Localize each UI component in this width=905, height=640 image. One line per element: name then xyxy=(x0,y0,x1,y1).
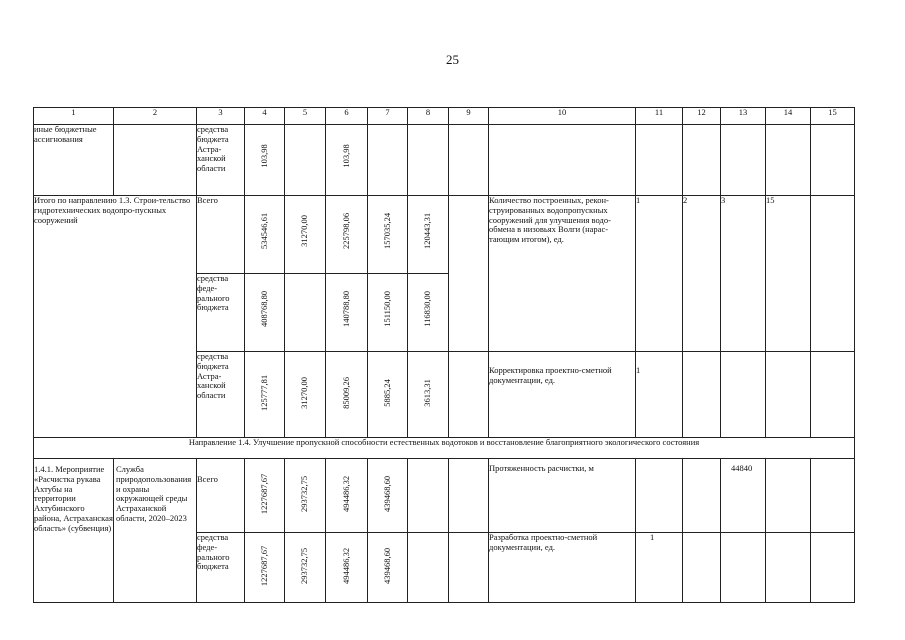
amount-cell: 439468,60 xyxy=(381,475,392,512)
funding-source: Всего xyxy=(197,196,245,274)
indicator-text: Корректировка проектно-сметной документации, ед. xyxy=(489,352,636,438)
col-header: 1 xyxy=(34,108,114,125)
amount-cell: 140788,80 xyxy=(340,290,351,327)
funding-source: средства бюджета Астра-ханской области xyxy=(197,352,245,438)
col-header: 7 xyxy=(368,108,408,125)
column-number-row xyxy=(34,108,855,125)
funding-source: Всего xyxy=(197,459,245,533)
page-number: 25 xyxy=(446,52,459,67)
col-header: 10 xyxy=(489,108,636,125)
funding-source: средства феде-рального бюджета xyxy=(197,533,245,603)
amount-cell: 439468,60 xyxy=(381,547,392,584)
col-header: 6 xyxy=(326,108,368,125)
funding-source: средства феде-рального бюджета xyxy=(197,274,245,352)
amount-cell: 293732,75 xyxy=(299,547,310,584)
col-header: 2 xyxy=(114,108,197,125)
indicator-value: 15 xyxy=(766,196,811,352)
col-header: 13 xyxy=(721,108,766,125)
amount-cell: 5885,24 xyxy=(381,379,392,407)
col-header: 14 xyxy=(766,108,811,125)
measure-label: 1.4.1. Мероприятие «Расчистка рукава Ахтубы на территории Ахтубинского района, Астраханская область» (субвенция) xyxy=(34,459,114,603)
amount-cell: 157035,24 xyxy=(381,212,392,249)
indicator-value: 2 xyxy=(683,196,721,352)
col-header: 12 xyxy=(683,108,721,125)
amount-cell: 31270,00 xyxy=(299,214,310,247)
row-label: иные бюджетные ассигнования xyxy=(34,125,114,196)
funding-source: средства бюджета Астра-ханской области xyxy=(197,125,245,196)
col-header: 4 xyxy=(245,108,285,125)
col-header: 15 xyxy=(811,108,855,125)
table-row xyxy=(34,459,855,533)
indicator-value: 1 xyxy=(636,352,683,438)
col-header: 11 xyxy=(636,108,683,125)
col-header: 3 xyxy=(197,108,245,125)
indicator-text: Разработка проектно-сметной документации, ед. xyxy=(489,533,636,603)
amount-cell: 125777,81 xyxy=(258,374,269,411)
indicator-value: 3 xyxy=(721,196,766,352)
amount-cell: 494486,32 xyxy=(340,475,351,512)
col-header: 5 xyxy=(285,108,326,125)
amount-cell: 103,98 xyxy=(340,144,351,168)
amount-cell: 103,98 xyxy=(258,144,269,168)
indicator-value: 1 xyxy=(636,196,683,352)
amount-cell: 494486,32 xyxy=(340,547,351,584)
amount-cell: 534546,61 xyxy=(258,212,269,249)
table-row xyxy=(34,196,855,274)
amount-cell: 116830,00 xyxy=(422,290,433,327)
amount-cell: 151150,00 xyxy=(381,290,392,327)
amount-cell: 85009,26 xyxy=(340,376,351,409)
total-label: Итого по направлению 1.3. Строи-тельство гидротехнических водопро-пускных сооружений xyxy=(34,196,197,438)
indicator-value: 1 xyxy=(636,533,683,603)
amount-cell: 225798,06 xyxy=(340,212,351,249)
executor-label: Служба природопользования и охраны окружающей среды Астраханской области, 2020–2023 xyxy=(114,459,197,603)
direction-row xyxy=(34,438,855,459)
indicator-text: Количество построенных, рекон-струированных водопропускных сооружений для улучшения водо-обмена в низовьях Волги (нарас-тающим итогом), ед. xyxy=(489,196,636,352)
indicator-text: Протяженность расчистки, м xyxy=(489,459,636,533)
amount-cell: 293732,75 xyxy=(299,475,310,512)
amount-cell: 31270,00 xyxy=(299,376,310,409)
col-header: 8 xyxy=(408,108,449,125)
amount-cell: 408768,80 xyxy=(258,290,269,327)
amount-cell: 1227687,67 xyxy=(258,473,269,515)
budget-table xyxy=(33,107,855,603)
table-row xyxy=(34,125,855,196)
amount-cell: 1227687,67 xyxy=(258,545,269,587)
direction-heading: Направление 1.4. Улучшение пропускной способности естественных водотоков и восстановление благоприятного экологического состояния xyxy=(34,438,855,459)
amount-cell: 3613,31 xyxy=(422,379,433,407)
col-header: 9 xyxy=(449,108,489,125)
indicator-value: 44840 xyxy=(721,459,766,533)
amount-cell: 120443,31 xyxy=(422,212,433,249)
